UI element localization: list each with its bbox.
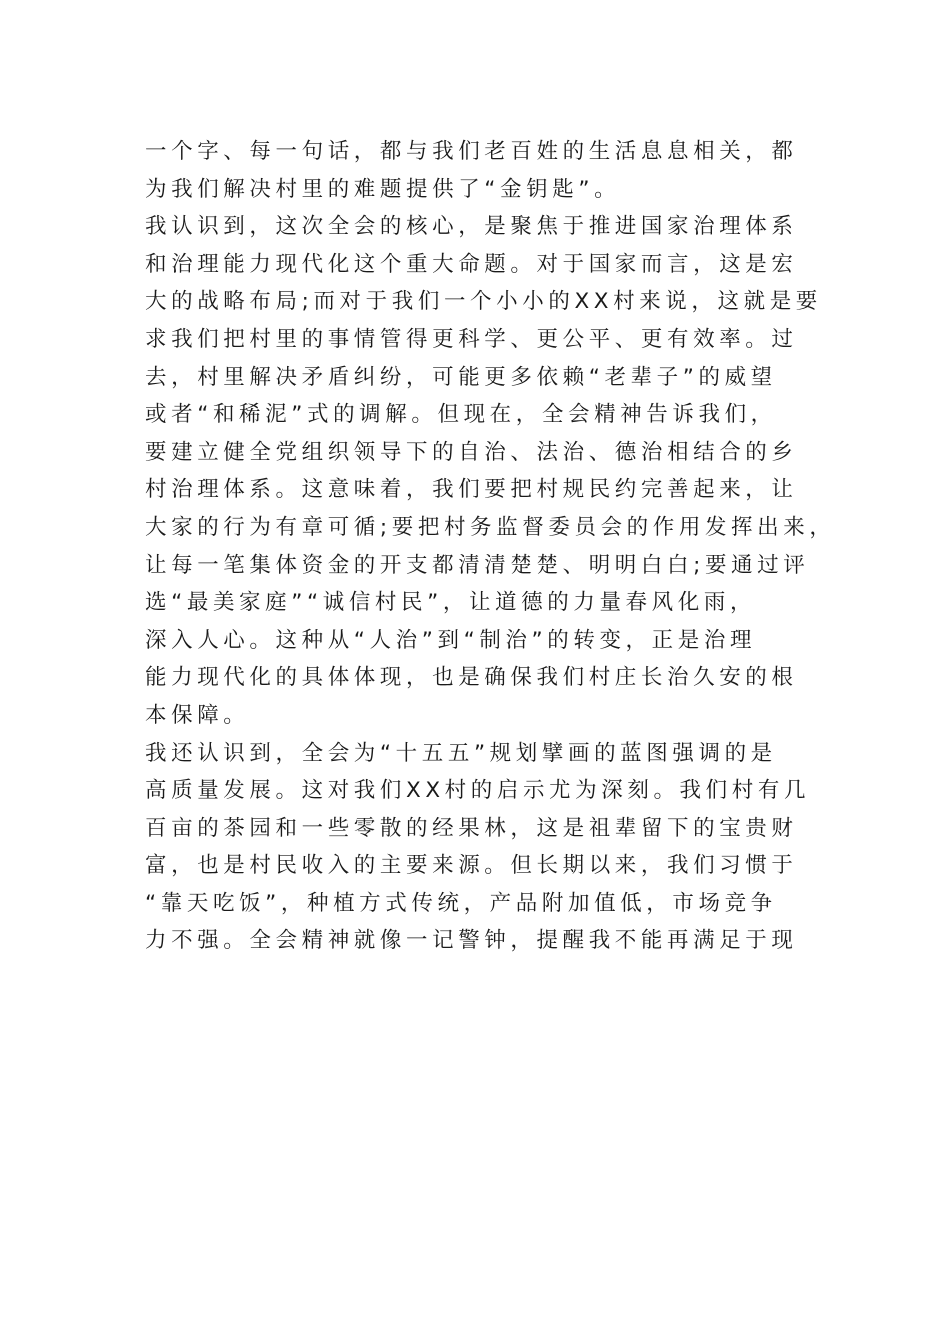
text-line: 去，村里解决矛盾纠纷，可能更多依赖“老辈子”的威望 <box>145 364 777 390</box>
text-line: 本保障。 <box>145 702 250 728</box>
text-line: 力不强。全会精神就像一记警钟，提醒我不能再满足于现 <box>145 928 798 954</box>
text-line: “靠天吃饭”，种植方式传统，产品附加值低，市场竞争 <box>145 890 777 916</box>
text-line: 我还认识到，全会为“十五五”规划擘画的蓝图强调的是 <box>145 740 777 766</box>
text-line: 为我们解决村里的难题提供了“金钥匙”。 <box>145 176 621 202</box>
text-line: 要建立健全党组织领导下的自治、法治、德治相结合的乡 <box>145 439 798 465</box>
text-line: 大的战略布局;而对于我们一个小小的XX村来说，这就是要 <box>145 289 822 315</box>
text-line: 和治理能力现代化这个重大命题。对于国家而言，这是宏 <box>145 251 798 277</box>
text-line: 深入人心。这种从“人治”到“制治”的转变，正是治理 <box>145 627 757 653</box>
text-line: 能力现代化的具体体现，也是确保我们村庄长治久安的根 <box>145 665 798 691</box>
text-line: 选“最美家庭”“诚信村民”，让道德的力量春风化雨， <box>145 590 757 616</box>
document-page <box>145 133 836 960</box>
text-line: 求我们把村里的事情管得更科学、更公平、更有效率。过 <box>145 326 798 352</box>
text-line: 高质量发展。这对我们XX村的启示尤为深刻。我们村有几 <box>145 778 811 804</box>
text-line: 一个字、每一句话，都与我们老百姓的生活息息相关，都 <box>145 139 798 164</box>
text-line: 大家的行为有章可循;要把村务监督委员会的作用发挥出来， <box>145 514 836 540</box>
text-line: 村治理体系。这意味着，我们要把村规民约完善起来，让 <box>145 477 798 503</box>
text-line: 百亩的茶园和一些零散的经果林，这是祖辈留下的宝贵财 <box>145 815 798 841</box>
text-line: 让每一笔集体资金的开支都清清楚楚、明明白白;要通过评 <box>145 552 810 578</box>
text-line: 我认识到，这次全会的核心，是聚焦于推进国家治理体系 <box>145 214 798 240</box>
text-line: 富，也是村民收入的主要来源。但长期以来，我们习惯于 <box>145 853 798 879</box>
text-line: 或者“和稀泥”式的调解。但现在，全会精神告诉我们， <box>145 402 777 428</box>
